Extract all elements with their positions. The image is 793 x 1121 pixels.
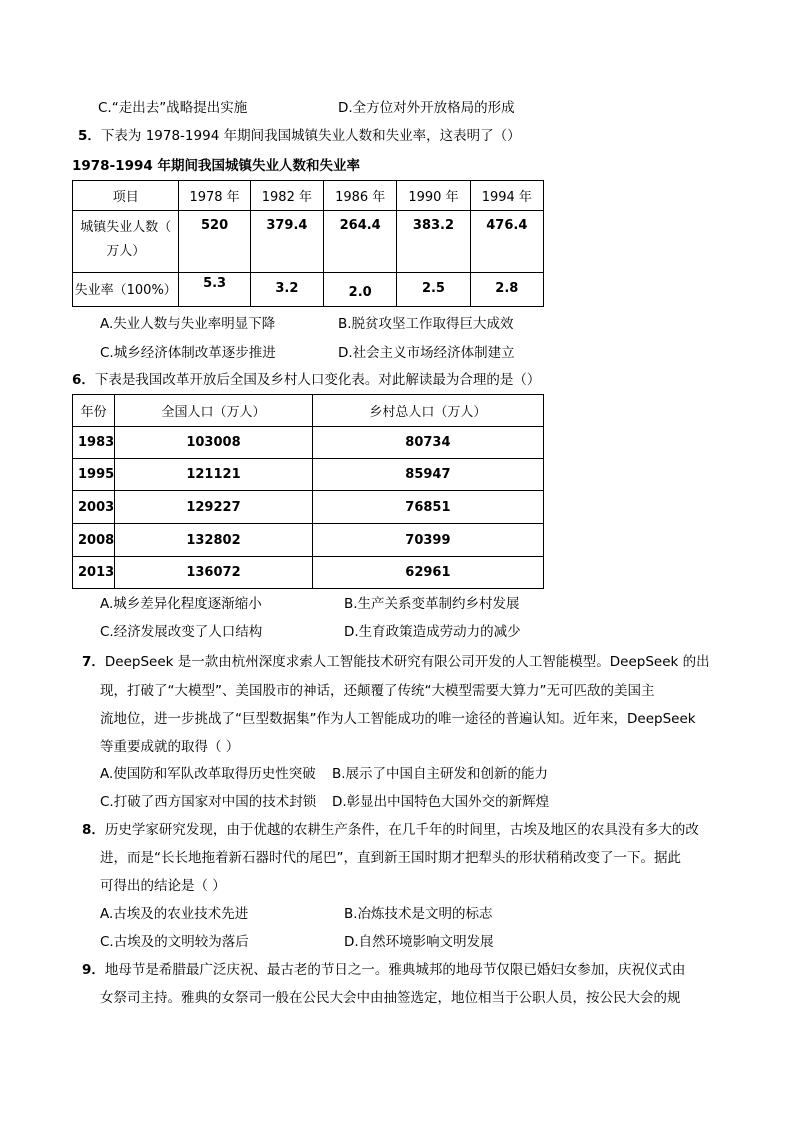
q6-table [72,394,544,589]
q8-stem-line1 [82,818,699,838]
table-row [73,273,544,307]
table-header-cell: 1990 年 [397,181,470,211]
q6-number: 6． [72,372,95,388]
q6-option-b: B.生产关系变革制约乡村发展 [344,596,520,612]
q5-option-b: B.脱贫攻坚工作取得巨大成效 [338,316,514,332]
table-cell: 383.2 [397,211,470,273]
table-cell: 129227 [115,491,313,524]
q5-table [72,180,544,307]
q7-option-a: A.使国防和军队改革取得历史性突破 [100,766,316,782]
q5-stem [78,124,521,144]
q8-option-c: C.古埃及的文明较为落后 [100,934,249,950]
q5-row1-label-a: 城镇失业人数（ [80,220,172,235]
q6-stem [72,368,540,388]
table-row [73,491,544,524]
table-header-cell: 1994 年 [470,181,543,211]
table-header-cell: 1986 年 [324,181,397,211]
table-header-cell: 1982 年 [250,181,323,211]
table-cell: 379.4 [250,211,323,273]
table-row [73,524,544,557]
table-cell: 1983 [73,427,115,459]
q7-line1-text: DeepSeek 是一款由杭州深度求索人工智能技术研究有限公司开发的人工智能模型。DeepSeek 的出 [104,654,710,670]
q5-row1-label-b: 万人） [106,244,146,259]
q7-stem-line1 [82,650,710,670]
table-cell: 2.0 [324,273,397,307]
table-header-cell: 项目 [73,181,179,211]
table-row [73,211,544,273]
table-cell: 103008 [115,427,313,459]
q6-option-c: C.经济发展改变了人口结构 [100,624,263,640]
q9-stem-line2: 女祭司主持。雅典的女祭司一般在公民大会中由抽签选定，地位相当于公职人员，按公民大会的规 [100,990,681,1006]
q8-stem-line3: 可得出的结论是（ ） [100,878,226,894]
q8-stem-line2: 进，而是“长长地拖着新石器时代的尾巴”，直到新王国时期才把犁头的形状稍稍改变了一下。据此 [100,850,681,866]
q5-option-a: A.失业人数与失业率明显下降 [100,316,276,332]
table-cell: 2008 [73,524,115,557]
table-row [73,427,544,459]
q7-stem-line3: 流地位，进一步挑战了“巨型数据集”作为人工智能成功的唯一途径的普遍认知。近年来，DeepSeek [100,711,696,727]
table-cell: 2.5 [397,273,470,307]
q6-stem-text: 下表是我国改革开放后全国及乡村人口变化表。对此解读最为合理的是（） [94,372,541,388]
q6-option-a: A.城乡差异化程度逐渐缩小 [100,596,262,612]
q8-option-a: A.古埃及的农业技术先进 [100,906,249,922]
q8-option-d: D.自然环境影响文明发展 [344,934,494,950]
q7-option-d: D.彰显出中国特色大国外交的新辉煌 [332,794,550,810]
table-row-label [73,211,179,273]
q6-option-d: D.生育政策造成劳动力的减少 [344,624,521,640]
table-row [73,557,544,589]
q8-line1-text: 历史学家研究发现，由于优越的农耕生产条件，在几千年的时间里，古埃及地区的农具没有多大的改 [104,822,699,838]
table-cell: 2013 [73,557,115,589]
q5-number: 5． [78,128,101,144]
q7-stem-line4: 等重要成就的取得（ ） [100,739,240,755]
table-row-label: 失业率（100%） [73,273,179,307]
table-cell: 85947 [312,459,543,491]
q7-option-c: C.打破了西方国家对中国的技术封锁 [100,794,317,810]
q9-stem-line1 [82,958,685,978]
table-cell: 76851 [312,491,543,524]
table-row [73,395,544,427]
table-cell: 2003 [73,491,115,524]
q7-stem-line2: 现，打破了“大模型”、美国股市的神话，还颠覆了传统“大模型需要大算力”无可匹敌的美国主 [100,683,655,699]
table-cell: 5.3 [179,273,250,307]
table-cell: 520 [179,211,250,273]
table-cell: 70399 [312,524,543,557]
q5-option-d: D.社会主义市场经济体制建立 [338,345,515,361]
q7-option-b: B.展示了中国自主研发和创新的能力 [332,766,549,782]
q8-number: 8． [82,822,105,838]
table-header-cell: 年份 [73,395,115,427]
q8-option-b: B.冶炼技术是文明的标志 [344,906,493,922]
table-row [73,181,544,211]
table-cell: 62961 [312,557,543,589]
table-header-cell: 全国人口（万人） [115,395,313,427]
table-cell: 121121 [115,459,313,491]
q7-number: 7． [82,654,105,670]
table-cell: 264.4 [324,211,397,273]
table-cell: 136072 [115,557,313,589]
table-cell: 1995 [73,459,115,491]
table-cell: 80734 [312,427,543,459]
table-row [73,459,544,491]
table-cell: 132802 [115,524,313,557]
table-header-cell: 乡村总人口（万人） [312,395,543,427]
q9-line1-text: 地母节是希腊最广泛庆祝、最古老的节日之一。雅典城邦的地母节仅限已婚妇女参加，庆祝仪式由 [104,962,686,978]
q4-option-d: D.全方位对外开放格局的形成 [338,100,515,116]
table-cell: 2.8 [470,273,543,307]
table-cell: 3.2 [250,273,323,307]
q5-stem-text: 下表为 1978-1994 年期间我国城镇失业人数和失业率，这表明了（） [100,128,521,144]
q9-number: 9． [82,962,105,978]
table-cell: 476.4 [470,211,543,273]
q5-option-c: C.城乡经济体制改革逐步推进 [100,345,276,361]
q4-option-c: C.“走出去”战略提出实施 [98,100,248,116]
table-header-cell: 1978 年 [179,181,250,211]
q5-table-title: 1978-1994 年期间我国城镇失业人数和失业率 [72,158,360,174]
